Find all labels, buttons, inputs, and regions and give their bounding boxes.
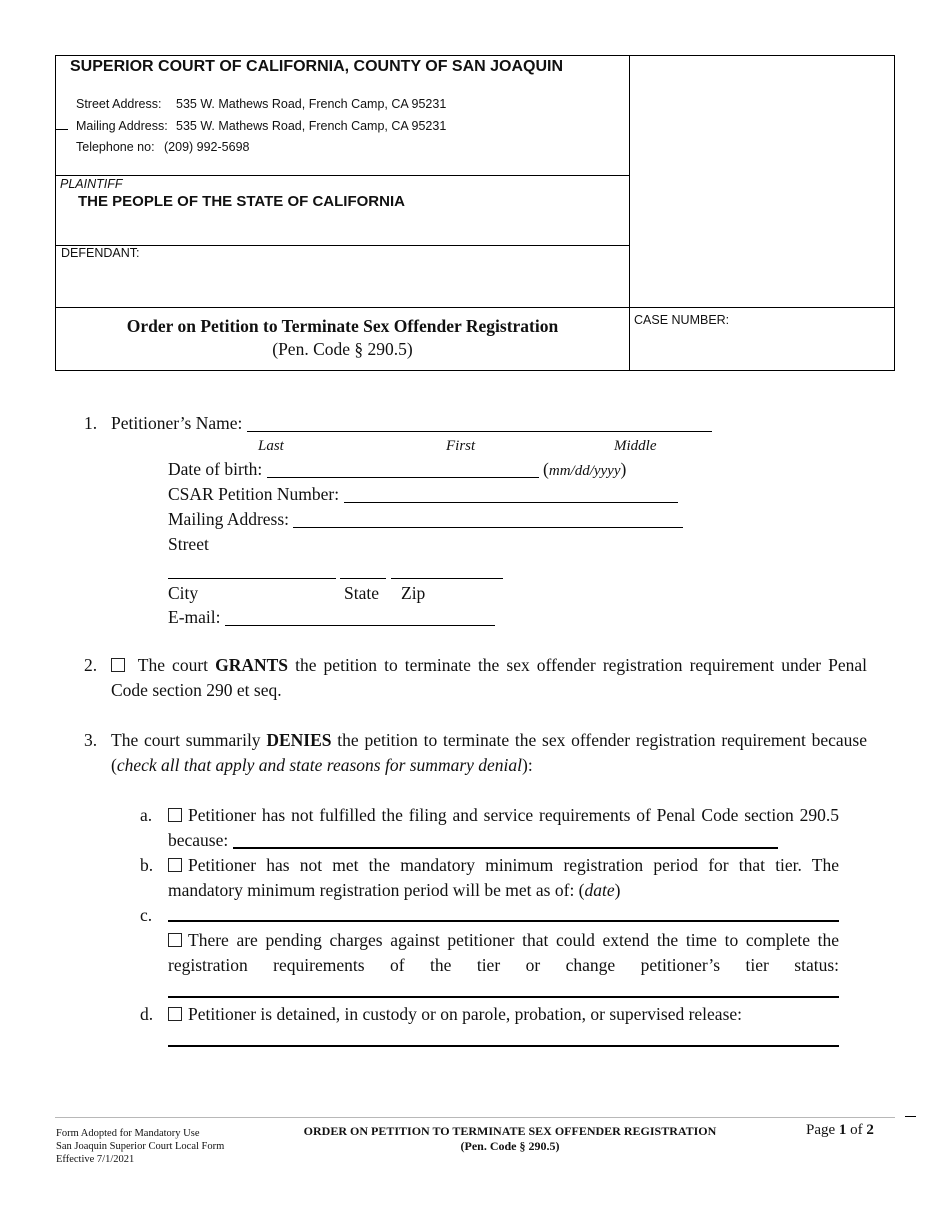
rule-court-plaintiff	[56, 175, 629, 176]
footer-form-title: ORDER ON PETITION TO TERMINATE SEX OFFENDER REGISTRATION	[303, 1124, 717, 1138]
dob-format: mm/dd/yyyy	[548, 463, 621, 479]
telephone-label: Telephone no:	[76, 140, 155, 154]
footer-adopted: Form Adopted for Mandatory Use	[56, 1128, 200, 1139]
city-field[interactable]	[168, 578, 336, 579]
order-title: Order on Petition to Terminate Sex Offender Registration	[126, 316, 559, 336]
item3b-label: b.	[140, 855, 154, 875]
item2-number: 2.	[84, 655, 98, 675]
petitioner-name-label: Petitioner’s Name:	[111, 413, 243, 433]
footer-form-code: (Pen. Code § 290.5)	[460, 1139, 560, 1153]
street-address: 535 W. Mathews Road, French Camp, CA 95231	[176, 97, 447, 111]
telephone: (209) 992-5698	[164, 140, 250, 154]
reason-c-field[interactable]	[168, 996, 839, 998]
state-caption: State	[344, 583, 379, 603]
item3c-text: There are pending charges against petitioner that could extend the time to complete the registration requirements of the tier or change petitioner’s tier status:	[168, 930, 839, 975]
name-last-caption: Last	[258, 438, 284, 454]
name-middle-caption: Middle	[614, 438, 657, 454]
item3a-label: a.	[140, 805, 153, 825]
plaintiff-label: PLAINTIFF	[60, 177, 123, 191]
reason-d-checkbox[interactable]	[168, 1007, 182, 1021]
mailing-address-label: Mailing Address:	[76, 119, 168, 133]
caption-box	[55, 55, 895, 371]
footer-rule	[55, 1117, 895, 1118]
case-number-label: CASE NUMBER:	[634, 313, 730, 327]
item3c-label: c.	[140, 905, 153, 925]
denies-word: DENIES	[266, 730, 332, 750]
court-name: SUPERIOR COURT OF CALIFORNIA, COUNTY OF SAN JOAQUIN	[70, 58, 564, 75]
page-total: 2	[866, 1122, 874, 1138]
zip-field[interactable]	[391, 578, 503, 579]
item3d-label: d.	[140, 1004, 154, 1024]
reason-a-checkbox[interactable]	[168, 808, 182, 822]
rule-defendant-title	[56, 307, 894, 308]
dob-row: Date of birth: (mm/dd/yyyy)	[168, 459, 627, 479]
reason-c-top-field[interactable]	[168, 920, 839, 922]
item3-text: The court summarily DENIES the petition to terminate the sex offender registration requirement because (check all that apply and state reasons for summary denial):	[111, 730, 868, 775]
mailing-row	[168, 507, 683, 532]
item3-number: 3.	[84, 730, 98, 750]
mailing-label: Mailing Address:	[168, 509, 290, 529]
grants-word: GRANTS	[215, 655, 289, 675]
footer-center	[255, 1124, 765, 1154]
item1-number: 1.	[84, 413, 98, 433]
plaintiff-name: THE PEOPLE OF THE STATE OF CALIFORNIA	[78, 193, 405, 210]
name-first-caption: First	[446, 438, 476, 454]
rule-plaintiff-defendant	[56, 245, 629, 246]
caption-divider	[629, 56, 630, 370]
reason-c-checkbox[interactable]	[168, 933, 182, 947]
item1-name-row	[111, 411, 712, 436]
city-caption: City	[168, 583, 199, 603]
email-field[interactable]	[225, 607, 495, 626]
page-number: 1	[838, 1122, 847, 1138]
reason-a-field[interactable]	[233, 829, 778, 849]
email-label: E-mail:	[168, 607, 221, 627]
mailing-marker	[55, 129, 68, 130]
item3a-text: Petitioner has not fulfilled the filing and service requirements of Penal Code section 290.5 because:	[168, 805, 839, 850]
item3b-text: Petitioner has not met the mandatory minimum registration period for that tier. The mandatory minimum registration period will be met as of: (date)	[168, 855, 839, 900]
reason-d-field[interactable]	[168, 1045, 839, 1047]
dob-field[interactable]	[267, 459, 539, 478]
dob-label: Date of birth:	[168, 459, 263, 479]
order-subtitle: (Pen. Code § 290.5)	[272, 339, 413, 359]
state-field[interactable]	[340, 578, 386, 579]
street-address-label: Street Address:	[76, 97, 162, 111]
csar-label: CSAR Petition Number:	[168, 484, 340, 504]
csar-field[interactable]	[344, 484, 678, 503]
email-row	[168, 605, 495, 630]
mailing-address: 535 W. Mathews Road, French Camp, CA 95231	[176, 119, 447, 133]
mailing-street-field[interactable]	[293, 509, 683, 528]
zip-caption: Zip	[401, 583, 426, 603]
csar-row	[168, 482, 678, 507]
footer-effective: Effective 7/1/2021	[56, 1154, 135, 1165]
page-indicator: Page 1 of 2	[806, 1122, 874, 1138]
petitioner-name-field[interactable]	[247, 413, 712, 432]
defendant-label: DEFENDANT:	[61, 246, 140, 260]
reason-b-checkbox[interactable]	[168, 858, 182, 872]
item3d-text: Petitioner is detained, in custody or on parole, probation, or supervised release:	[168, 1002, 839, 1027]
footer-local-form: San Joaquin Superior Court Local Form	[56, 1141, 225, 1152]
street-caption: Street	[168, 534, 209, 554]
grant-checkbox[interactable]	[111, 658, 125, 672]
item2-text: The court GRANTS the petition to terminate the sex offender registration requirement under Penal Code section 290 et seq.	[111, 655, 868, 700]
footer-left	[56, 1127, 224, 1166]
footer-mark	[905, 1116, 916, 1117]
